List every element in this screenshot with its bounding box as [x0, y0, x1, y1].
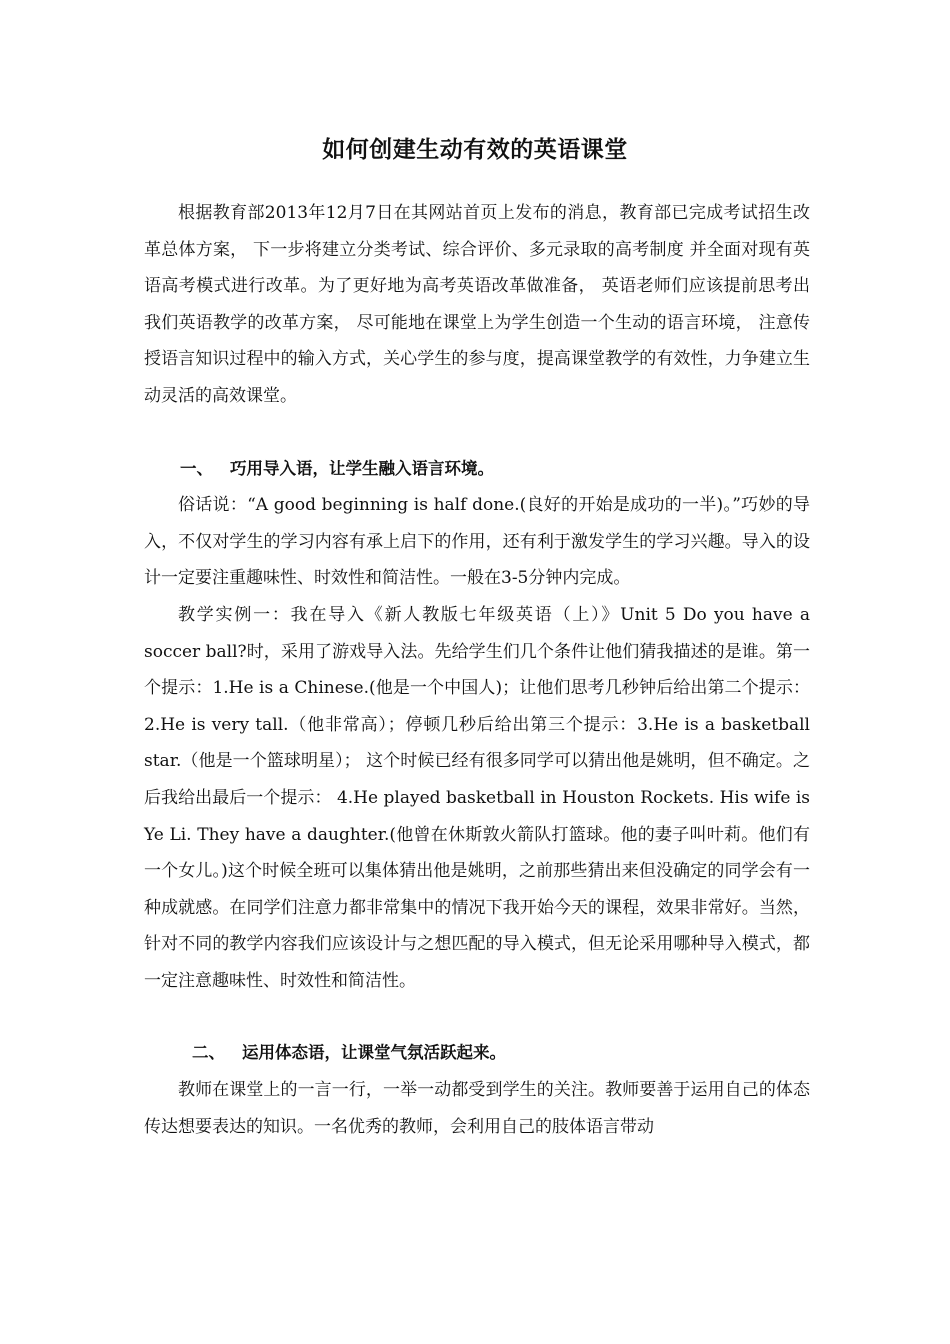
document-title: 如何创建生动有效的英语课堂 — [322, 137, 628, 163]
section-number-1: 一、 — [180, 458, 213, 478]
section-number-2: 二、 — [192, 1043, 225, 1063]
section-title-1: 巧用导入语，让学生融入语言环境。 — [230, 458, 494, 478]
section-heading-2 — [144, 1035, 810, 1072]
section-1-paragraph-2: 教学实例一：我在导入《新人教版七年级英语（上）》Unit 5 Do you have a soccer ball?时，采用了游戏导入法。先给学生们几个条件让他们猜我描述的是谁。第一个提示：1.He is a Chinese.(他是一个中国人)；让他们思考几秒钟后给出第二个提示：2.He is very tall.（他非常高）；停顿几秒后给出第三个提示：3.He is a basketball star.（他是一个篮球明星）； 这个时候已经有很多同学可以猜出他是姚明，但不确定。之后我给出最后一个提示： 4.He played basketball in Houston Rockets. His wife is Ye Li. They have a daughter.(他曾在休斯敦火箭队打篮球。他的妻子叫叶莉。他们有一个女儿。)这个时候全班可以集体猜出他是姚明，之前那些猜出来但没确定的同学会有一种成就感。在同学们注意力都非常集中的情况下我开始今天的课程，效果非常好。当然，针对不同的教学内容我们应该设计与之想匹配的导入模式，但无论采用哪种导入模式，都一定注意趣味性、时效性和简洁性。 — [144, 604, 810, 991]
section-heading-1 — [144, 451, 810, 488]
paragraph-spacer — [144, 999, 810, 1035]
paragraph-spacer — [144, 415, 810, 451]
intro-paragraph: 根据教育部2013年12月7日在其网站首页上发布的消息，教育部已完成考试招生改革总体方案， 下一步将建立分类考试、综合评价、多元录取的高考制度 并全面对现有英语高考模式进行改革。为了更好地为高考英语改革做准备， 英语老师们应该提前思考出我们英语教学的改革方案， 尽可能地在课堂上为学生创造一个生动的语言环境， 注意传授语言知识过程中的输入方式，关心学生的参与度，提高课堂教学的有效性，力争建立生动灵活的高效课堂。 — [144, 203, 810, 406]
section-1-paragraph-1: 俗话说：“A good beginning is half done.(良好的开始是成功的一半)。”巧妙的导入，不仅对学生的学习内容有承上启下的作用，还有利于激发学生的学习兴趣。导入的设计一定要注重趣味性、时效性和简洁性。一般在3-5分钟内完成。 — [144, 495, 810, 589]
document-body — [144, 195, 810, 1145]
section-title-2: 运用体态语，让课堂气氛活跃起来。 — [242, 1043, 506, 1063]
section-2-paragraph-1: 教师在课堂上的一言一行，一举一动都受到学生的关注。教师要善于运用自己的体态传达想要表达的知识。一名优秀的教师，会利用自己的肢体语言带动 — [144, 1080, 810, 1137]
